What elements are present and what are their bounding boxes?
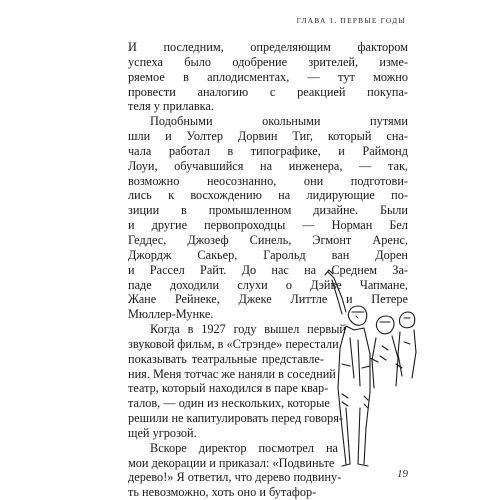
text-line: успеха было одобрение зрителей, изме- (128, 54, 408, 69)
text-line: Геддес, Джозеф Синель, Эгмонт Аренс, (128, 232, 408, 247)
text-line: лись к восхождению на лидирующие по- (128, 188, 408, 203)
text-line: и другие первопроходцы — Норман Бел (128, 218, 408, 233)
text-line: чала работал в типографике, и Раймонд (128, 143, 408, 158)
text-line: возможно неосознанно, они подготови- (128, 173, 408, 188)
text-line: звуковой фильм, в «Стрэнде» перестали (128, 336, 339, 351)
text-line: и Рассел Райт. До нас на Среднем За- (128, 262, 408, 277)
text-line: решили не капитулировать перед говоря- (128, 411, 343, 426)
text-line: талов, — один из нескольких, которые (128, 396, 330, 411)
running-head: ГЛАВА 1. ПЕРВЫЕ ГОДЫ (296, 16, 406, 25)
text-line: Жане Рейнеке, Джеке Литтле и Петере (128, 292, 408, 307)
text-line: щей угрозой. (128, 425, 197, 440)
text-line: ния. Меня тотчас же наняли в соседний (128, 366, 336, 381)
text-line: зиции в промышленном дизайне. Были (128, 203, 408, 218)
text-line: провести аналогию с реакцией покупа- (128, 84, 408, 99)
text-line: И последним, определяющим фактором (128, 40, 408, 54)
page-number: 19 (397, 468, 408, 480)
text-line: показывать театральные представле- (128, 351, 324, 366)
text-line: Когда в 1927 году вышел первый (150, 322, 346, 337)
pointing-figures-sketch-icon (320, 268, 420, 468)
text-line: театр, который находился в паре квар- (128, 381, 329, 396)
text-line: паде доходили слухи о Дэйве Чапмане, (128, 277, 408, 292)
text-line: ть невозможно, хоть оно и бутафор- (128, 485, 317, 500)
text-line: теля у прилавка. (128, 99, 214, 114)
text-line: Мюллер-Мунке. (128, 307, 214, 322)
text-line: Вскоре директор посмотрел на (150, 440, 338, 455)
text-line: Лоуи, обучавшийся на инженера, — так, (128, 158, 408, 173)
text-line: шли и Уолтер Дорвин Тиг, который сна- (128, 129, 408, 144)
text-line: ряемое в аплодисментах, — тут можно (128, 69, 408, 84)
text-line: Джордж Сакьер, Гарольд ван Дорен (128, 247, 408, 262)
text-line: дерево!» Я ответил, что дерево подвину- (128, 470, 342, 485)
text-line: мои декорации и приказал: «Подвиньте (128, 455, 335, 470)
text-line: Подобными окольными путями (150, 114, 408, 129)
